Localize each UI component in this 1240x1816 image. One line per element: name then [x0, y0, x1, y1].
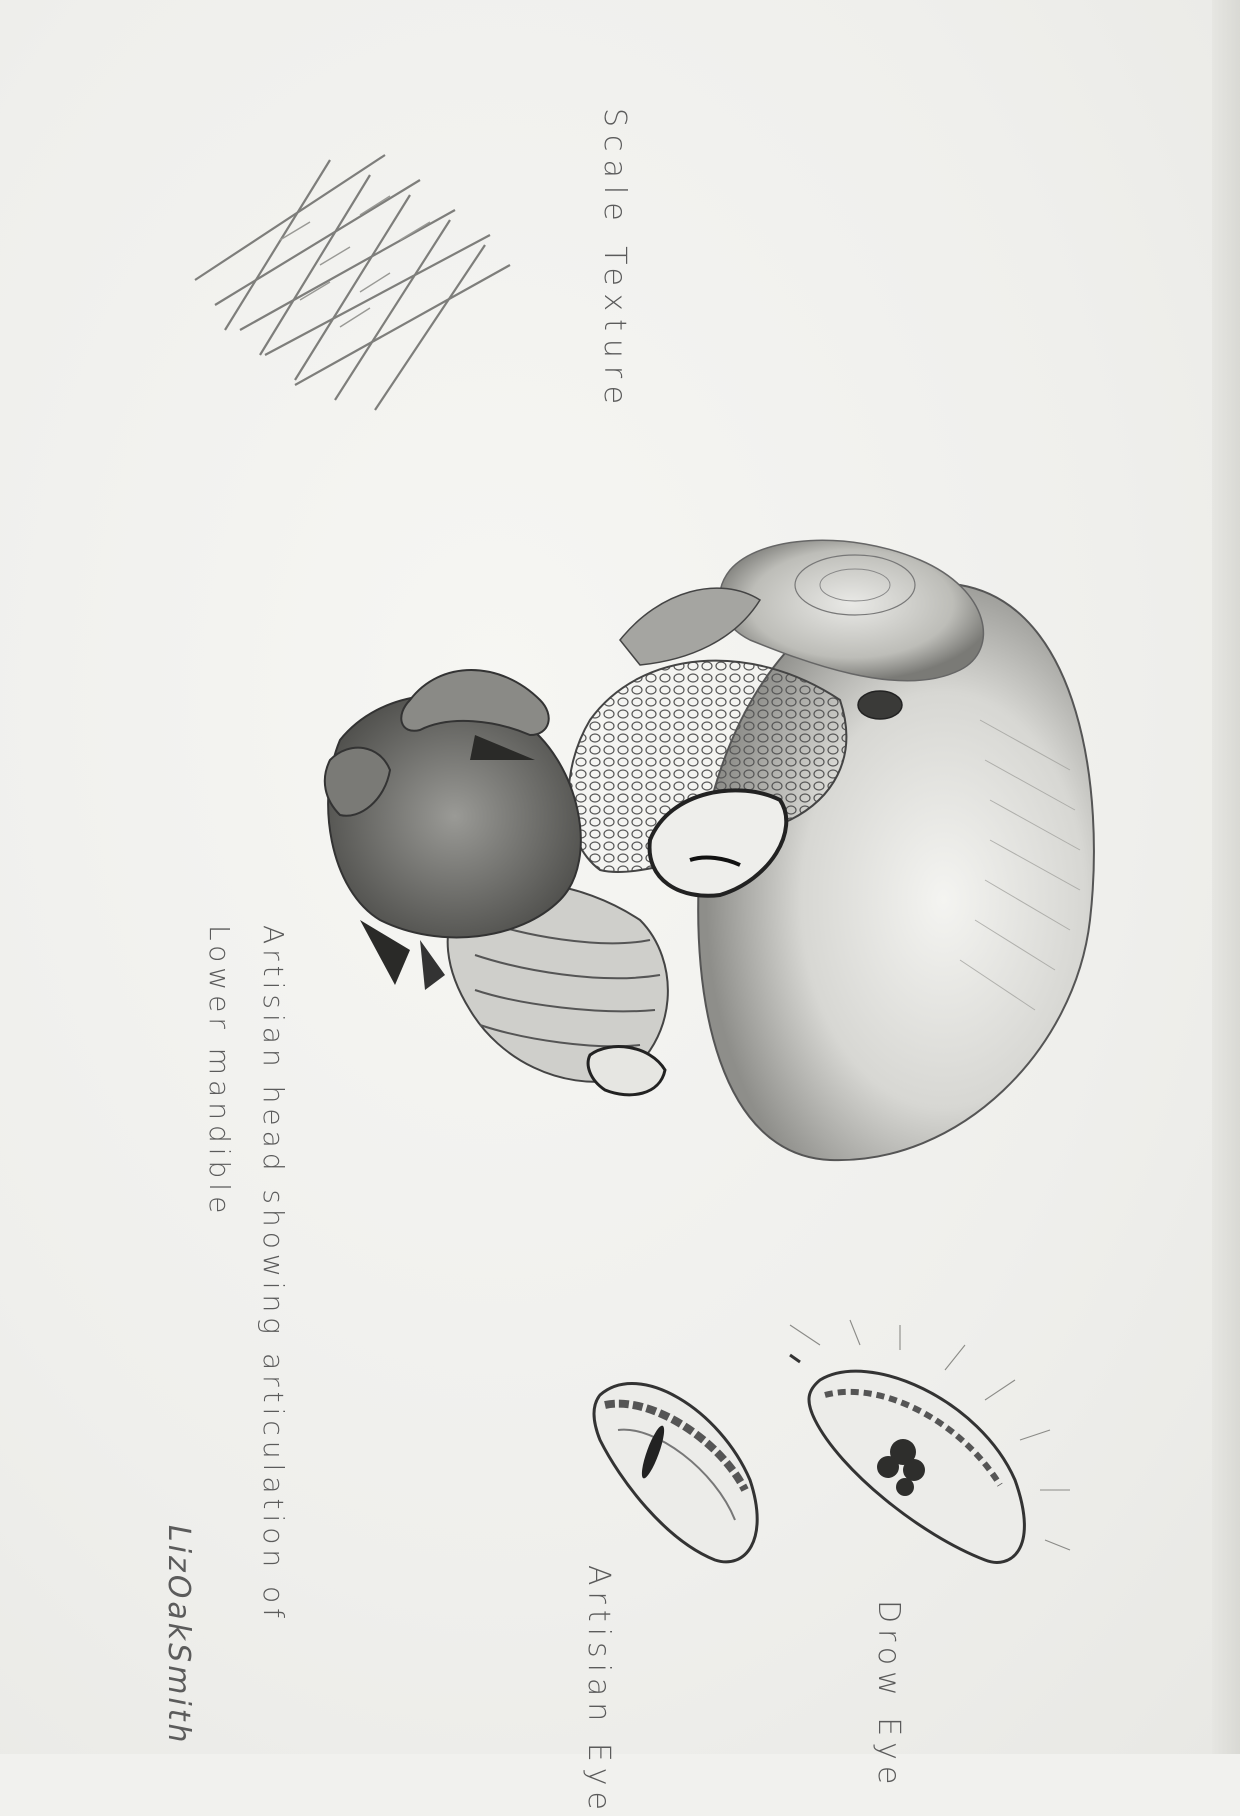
scale-texture-label: Scale Texture	[597, 108, 632, 413]
drow-eye-label: Drow Eye	[871, 1600, 906, 1791]
head-caption-line1: Artisian head showing articulation of	[257, 925, 290, 1624]
creature-head-sketch	[325, 540, 1094, 1160]
artisian-eye-sketch	[594, 1384, 757, 1562]
head-caption-line2: Lower mandible	[203, 925, 236, 1219]
artisian-eye-label: Artisian Eye	[581, 1565, 616, 1816]
artist-signature: LizOakSmith	[161, 1525, 196, 1746]
scale-texture-sketch	[195, 155, 510, 410]
drow-eye-sketch	[790, 1320, 1070, 1562]
